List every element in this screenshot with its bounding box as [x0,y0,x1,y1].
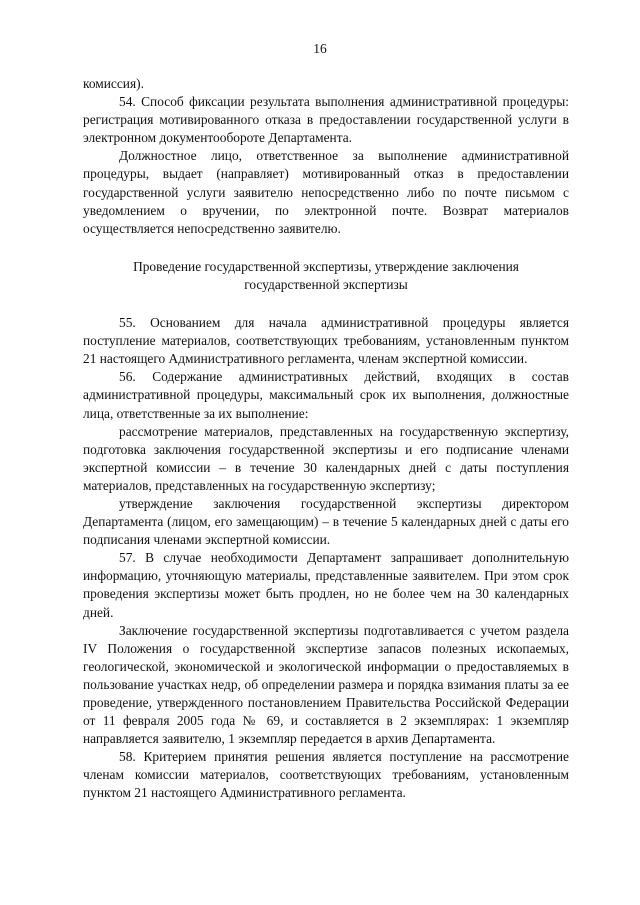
paragraph-58: 58. Критерием принятия решения является поступление на рассмотрение членам комиссии материалов, соответствующих требованиям, установленным пунктом 21 настоящего Административного регламента. [83,749,569,801]
section-heading: Проведение государственной экспертизы, утверждение заключения государственной экспертизы [133,258,519,292]
paragraph-official-duty: Должностное лицо, ответственное за выполнение административной процедуры, выдает (направляет) мотивированный отказ в предоставлении государственной услуги заявителю непосредственно либо по почте письмом с уведомлением о вручении, по электронной почте. Возврат материалов осуществляется непосредственно заявителю. [83,148,569,236]
paragraph-56: 56. Содержание административных действий, входящих в состав административной процедуры, максимальный срок их выполнения, должностные лица, ответственные за их выполнение: [83,369,569,421]
document-body [83,75,569,803]
paragraph-54: 54. Способ фиксации результата выполнения административной процедуры: регистрация мотивированного отказа в предоставлении государственной услуги в электронном документообороте Департамента. [83,94,569,146]
page-number: 16 [313,41,327,56]
paragraph-55: 55. Основанием для начала административной процедуры является поступление материалов, соответствующих требованиям, установленным пунктом 21 настоящего Административного регламента, членам экспертной комиссии. [83,315,569,367]
paragraph-57: 57. В случае необходимости Департамент запрашивает дополнительную информацию, уточняющую материалы, представленные заявителем. При этом срок проведения экспертизы может быть продлен, но не более чем на 30 календарных дней. [83,550,569,620]
paragraph-conclusion: Заключение государственной экспертизы подготавливается с учетом раздела IV Положения о государственной экспертизе запасов полезных ископаемых, геологической, экономической и экологической информации о предоставляемых в пользование участках недр, об определении размера и порядка взимания платы за ее проведение, утвержденного постановлением Правительства Российской Федерации от 11 февраля 2005 года № 69, и составляется в 2 экземплярах: 1 экземпляр направляется заявителю, 1 экземпляр передается в архив Департамента. [83,622,569,747]
paragraph-continuation: комиссия). [83,76,144,91]
paragraph-56-item-approval: утверждение заключения государственной экспертизы директором Департамента (лицом, его замещающим) – в течение 5 календарных дней с даты его подписания членами экспертной комиссии. [83,495,569,548]
paragraph-56-item-review: рассмотрение материалов, представленных на государственную экспертизу, подготовка заключения государственной экспертизы и его подписание членами экспертной комиссии – в течение 30 календарных дней с даты поступления материалов, представленных на государственную экспертизу; [83,423,569,493]
